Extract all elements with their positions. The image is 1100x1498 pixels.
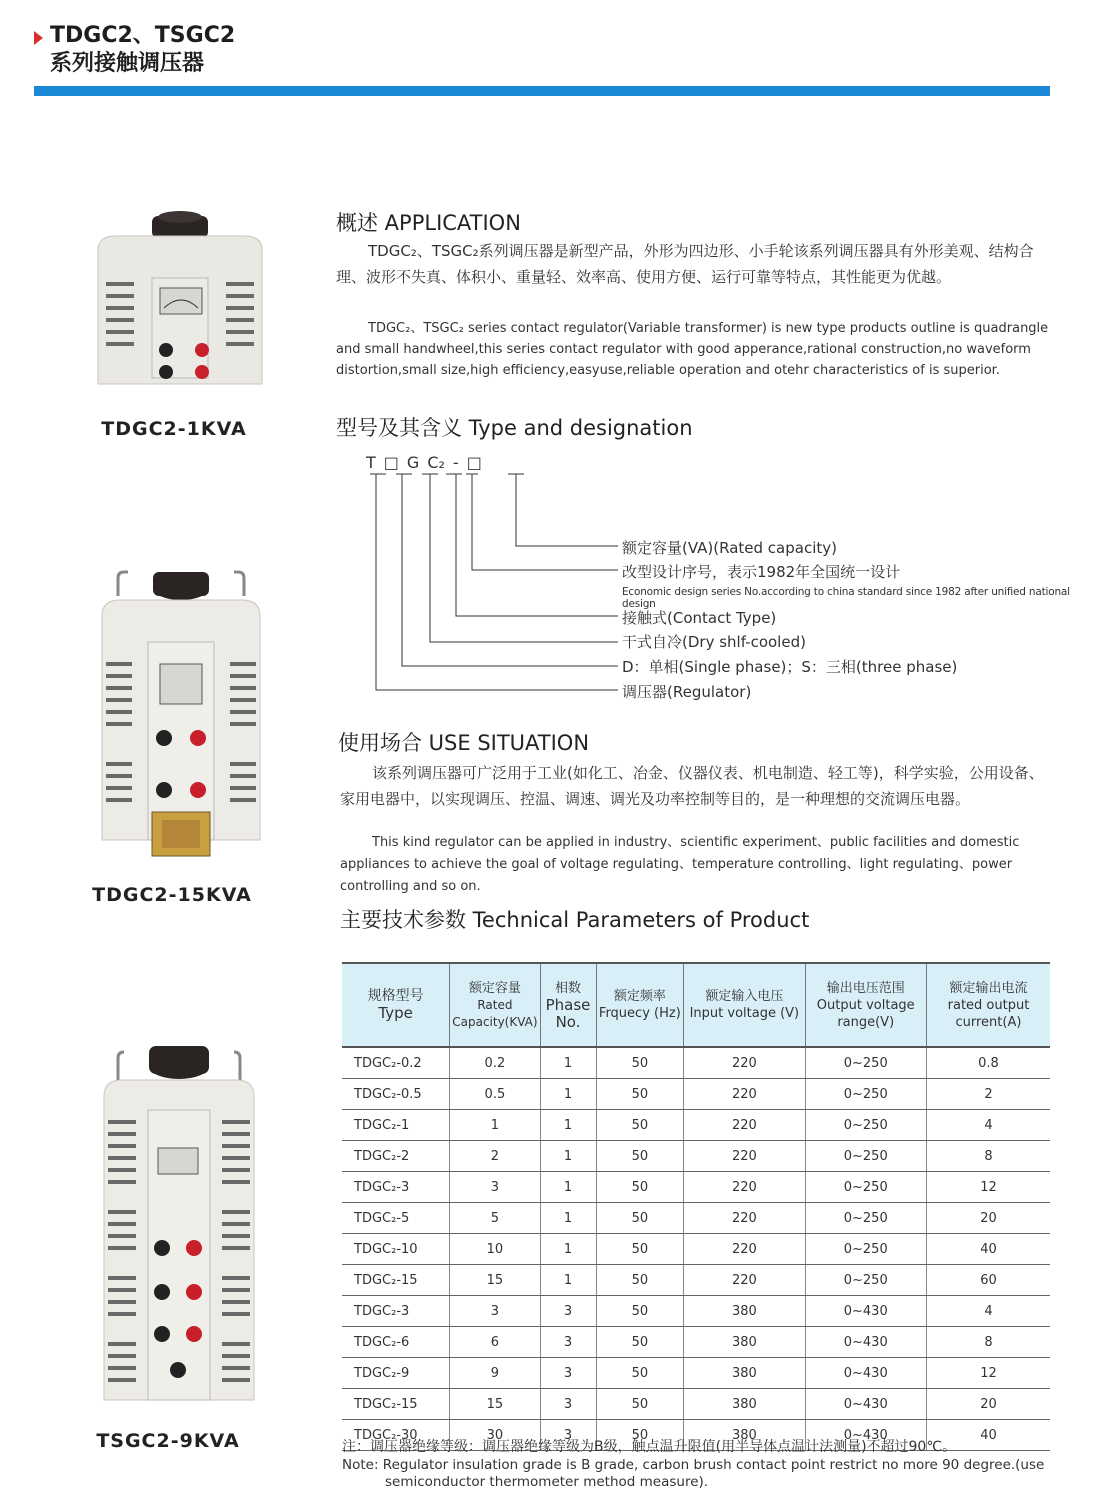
header-frequency: 额定频率 Frquecy (Hz) xyxy=(596,963,684,1047)
code-letter: - xyxy=(452,453,459,472)
header-capacity: 额定容量 Rated Capacity(KVA) xyxy=(450,963,540,1047)
legend-regulator: 调压器(Regulator) xyxy=(622,683,752,701)
section-title-usage: 使用场合 USE SITUATION xyxy=(338,731,590,755)
table-row: TDGC₂-3 3 3 50 380 0~430 4 xyxy=(342,1296,1050,1327)
header-phase: 相数 Phase No. xyxy=(540,963,596,1047)
table-row: TDGC₂-3 3 1 50 220 0~250 12 xyxy=(342,1172,1050,1203)
product-image-15kva xyxy=(96,566,266,868)
table-row: TDGC₂-2 2 1 50 220 0~250 8 xyxy=(342,1141,1050,1172)
legend-phase: D：单相(Single phase)；S：三相(three phase) xyxy=(622,658,958,676)
table-row: TDGC₂-15 15 3 50 380 0~430 20 xyxy=(342,1389,1050,1420)
table-row: TDGC₂-10 10 1 50 220 0~250 40 xyxy=(342,1234,1050,1265)
code-letter: C₂ xyxy=(427,453,445,472)
usage-text-en: This kind regulator can be applied in industry、scientific experiment、public facilities and domestic appliances to achieve the goal of voltage regulating、temperature controlling、light regulating、power controlling and so on. xyxy=(340,835,1020,894)
note-en-line1: Note: Regulator insulation grade is B grade, carbon brush contact point restrict no more 90 degree.(use xyxy=(342,1457,1045,1473)
product-label-1kva: TDGC2-1KVA xyxy=(101,418,247,440)
code-letter: □ xyxy=(466,453,482,472)
title-line-1: TDGC2、TSGC2 xyxy=(50,23,236,48)
table-row: TDGC₂-1 1 1 50 220 0~250 4 xyxy=(342,1110,1050,1141)
table-row: TDGC₂-0.5 0.5 1 50 220 0~250 2 xyxy=(342,1079,1050,1110)
application-text-cn: TDGC₂、TSGC₂系列调压器是新型产品，外形为四边形、小手轮该系列调压器具有外形美观、结构合理、波形不失真、体积小、重量轻、效率高、使用方便、运行可靠等特点，其性能更为优越。 xyxy=(336,242,1034,286)
table-row: TDGC₂-30 30 3 50 380 0~430 40 xyxy=(342,1420,1050,1451)
legend-rated-capacity: 额定容量(VA)(Rated capacity) xyxy=(622,539,837,557)
parameters-table xyxy=(342,962,1050,1451)
designation-code xyxy=(366,453,490,472)
note-en-line2: semiconductor thermometer method measure). xyxy=(385,1474,709,1490)
product-image-1kva xyxy=(90,208,270,394)
header-divider xyxy=(34,86,1050,96)
legend-contact-type: 接触式(Contact Type) xyxy=(622,609,777,627)
header-type: 规格型号 Type xyxy=(342,963,450,1047)
table-row: TDGC₂-5 5 1 50 220 0~250 20 xyxy=(342,1203,1050,1234)
legend-design-series-en: Economic design series No.according to china standard since 1982 after unified national design xyxy=(622,586,1070,610)
table-header-row xyxy=(342,963,1050,1047)
product-label-9kva: TSGC2-9KVA xyxy=(96,1430,240,1452)
section-title-application: 概述 APPLICATION xyxy=(336,211,521,235)
table-row: TDGC₂-6 6 3 50 380 0~430 8 xyxy=(342,1327,1050,1358)
code-letter: □ xyxy=(383,453,399,472)
legend-design-series: 改型设计序号，表示1982年全国统一设计 xyxy=(622,563,901,581)
title-line-2: 系列接触调压器 xyxy=(50,51,205,76)
table-row: TDGC₂-0.2 0.2 1 50 220 0~250 0.8 xyxy=(342,1047,1050,1079)
table-row: TDGC₂-15 15 1 50 220 0~250 60 xyxy=(342,1265,1050,1296)
header-arrow-icon xyxy=(34,31,43,45)
note-cn: 注：调压器绝缘等级：调压器绝缘等级为B级，触点温升限值(用半导体点温计法测量)不超过90℃。 xyxy=(342,1439,957,1455)
code-letter: G xyxy=(406,453,420,472)
header-output-voltage: 输出电压范围 Output voltage range(V) xyxy=(805,963,926,1047)
code-letter: T xyxy=(366,453,376,472)
header-input-voltage: 额定输入电压 Input voltage (V) xyxy=(684,963,805,1047)
section-title-params: 主要技术参数 Technical Parameters of Product xyxy=(340,908,810,932)
product-image-9kva xyxy=(100,1040,258,1412)
usage-text-cn: 该系列调压器可广泛用于工业(如化工、冶金、仪器仪表、机电制造、轻工等)，科学实验，公用设备、家用电器中，以实现调压、控温、调速、调光及功率控制等目的，是一种理想的交流调压电器。 xyxy=(340,764,1044,808)
header-output-current: 额定输出电流 rated output current(A) xyxy=(926,963,1050,1047)
legend-cooling: 干式自冷(Dry shlf-cooled) xyxy=(622,633,806,651)
table-row: TDGC₂-9 9 3 50 380 0~430 12 xyxy=(342,1358,1050,1389)
section-title-designation: 型号及其含义 Type and designation xyxy=(336,416,693,440)
product-label-15kva: TDGC2-15KVA xyxy=(92,884,252,906)
designation-bracket-lines xyxy=(360,472,622,698)
application-text-en: TDGC₂、TSGC₂ series contact regulator(Variable transformer) is new type products outline is quadrangle and small handwheel,this series contact regulator with good apperance,rational construction,no waveform distortion,small size,high efficiency,easyuse,reliable operation and otehr characteristics of is superior. xyxy=(336,321,1049,378)
page-title xyxy=(50,22,235,78)
